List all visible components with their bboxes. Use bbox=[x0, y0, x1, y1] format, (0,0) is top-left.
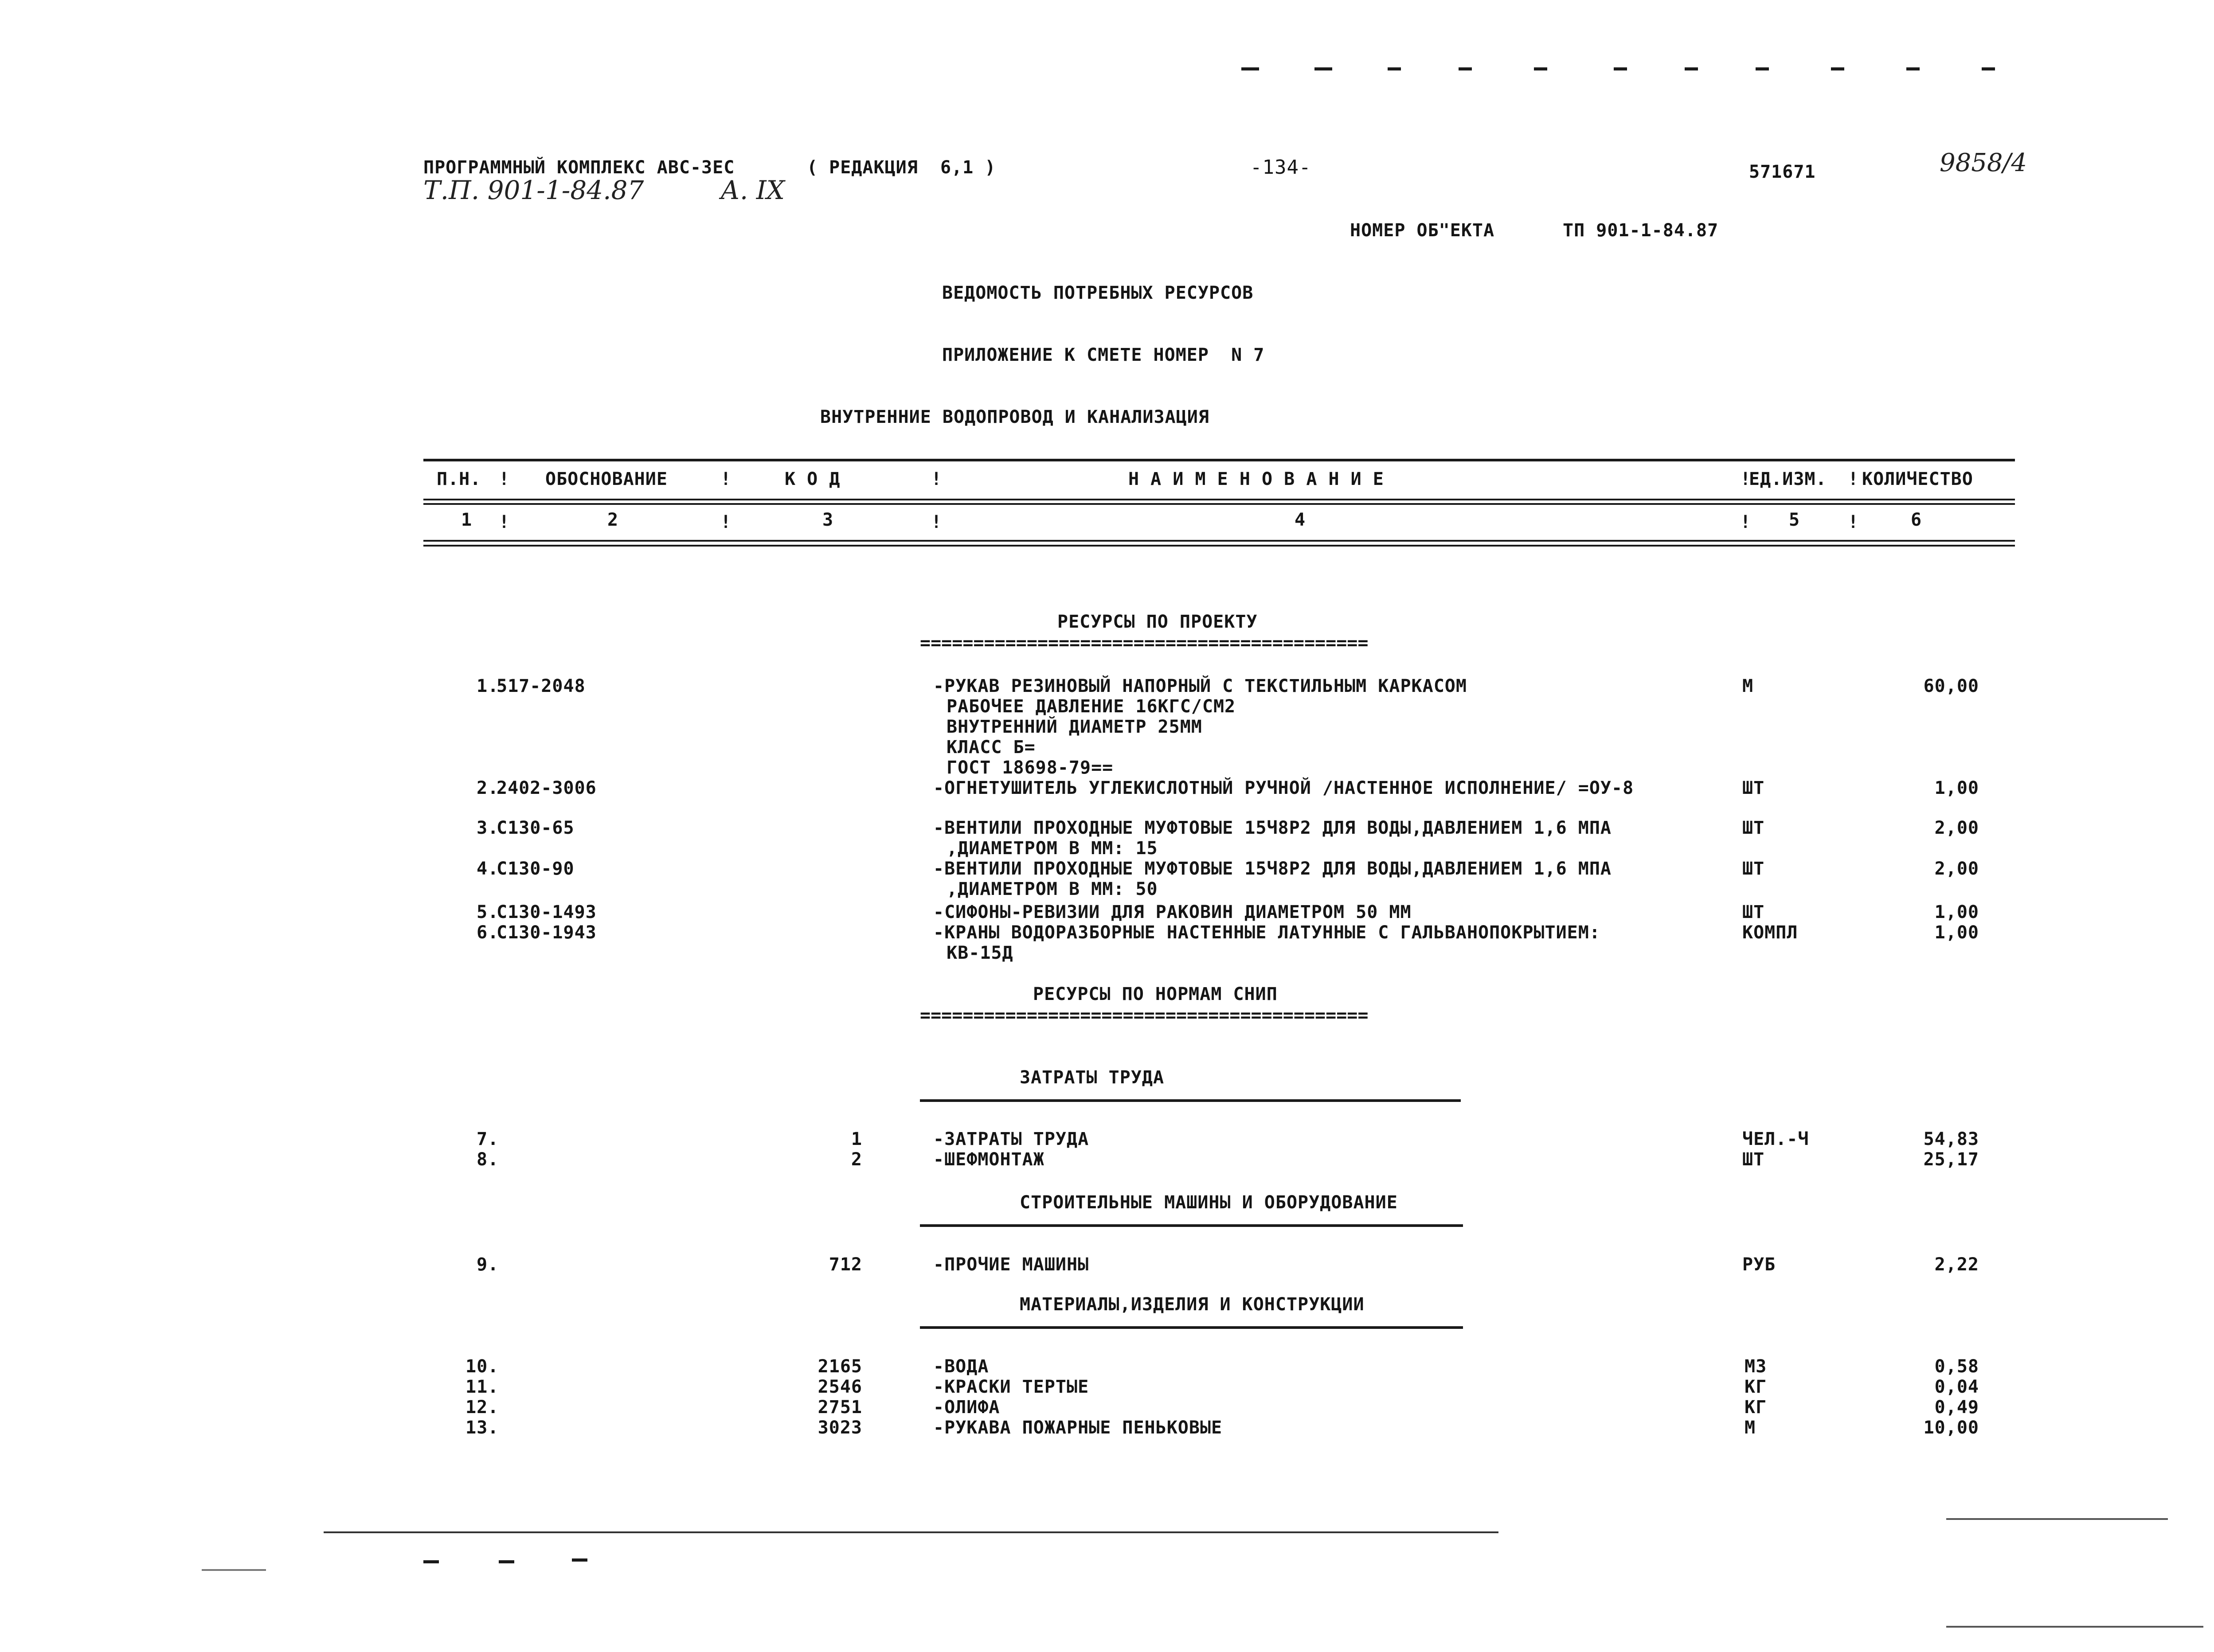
row-10-code: 2165 bbox=[818, 1356, 862, 1377]
col-header-code: К О Д bbox=[785, 469, 841, 489]
margin-dash bbox=[1756, 67, 1769, 70]
row-8-name-line: -ШЕФМОНТАЖ bbox=[933, 1149, 1044, 1170]
row-1-num: 1. bbox=[477, 676, 499, 696]
row-12-name-line: -ОЛИФА bbox=[933, 1397, 1000, 1418]
table-mid-rule bbox=[423, 499, 2015, 500]
row-5-qty: 1,00 bbox=[1934, 902, 1979, 922]
col-sep: ! bbox=[931, 469, 943, 489]
object-label: НОМЕР ОБ"ЕКТА bbox=[1350, 220, 1495, 241]
row-4-qty: 2,00 bbox=[1934, 859, 1979, 879]
col-sep: ! bbox=[1848, 469, 1859, 489]
row-12-unit: КГ bbox=[1745, 1397, 1767, 1418]
col-number-1: 1 bbox=[461, 510, 473, 530]
subject-title: ВНУТРЕННИЕ ВОДОПРОВОД И КАНАЛИЗАЦИЯ bbox=[820, 407, 1209, 427]
row-10-unit: М3 bbox=[1745, 1356, 1767, 1377]
row-8-code: 2 bbox=[851, 1149, 862, 1170]
row-13-name-line: -РУКАВА ПОЖАРНЫЕ ПЕНЬКОВЫЕ bbox=[933, 1418, 1223, 1438]
row-1-name-line: ГОСТ 18698-79== bbox=[947, 758, 1114, 778]
row-5-basis: С130-1493 bbox=[497, 902, 597, 922]
section-project-rule: ========================================== bbox=[920, 633, 1369, 653]
row-7-qty: 54,83 bbox=[1923, 1129, 1979, 1149]
margin-dash bbox=[1831, 67, 1844, 70]
row-4-basis: С130-90 bbox=[497, 859, 575, 879]
row-4-unit: ШТ bbox=[1742, 859, 1765, 879]
bottom-rule bbox=[324, 1531, 1498, 1533]
row-8-qty: 25,17 bbox=[1923, 1149, 1979, 1170]
row-13-code: 3023 bbox=[818, 1418, 862, 1438]
row-13-num: 13. bbox=[465, 1418, 499, 1438]
row-6-basis: С130-1943 bbox=[497, 922, 597, 943]
row-6-num: 6. bbox=[477, 922, 499, 943]
col-sep: ! bbox=[720, 512, 732, 532]
margin-dash bbox=[1534, 67, 1547, 70]
row-2-name-line: -ОГНЕТУШИТЕЛЬ УГЛЕКИСЛОТНЫЙ РУЧНОЙ /НАСТЕННОЕ ИСПОЛНЕНИЕ/ =ОУ-8 bbox=[933, 778, 1634, 798]
row-13-unit: М bbox=[1745, 1418, 1756, 1438]
row-4-name-line: -ВЕНТИЛИ ПРОХОДНЫЕ МУФТОВЫЕ 15Ч8Р2 ДЛЯ ВОДЫ,ДАВЛЕНИЕМ 1,6 МПА bbox=[933, 859, 1612, 879]
row-7-num: 7. bbox=[477, 1129, 499, 1149]
margin-dash bbox=[1459, 67, 1472, 70]
margin-dash bbox=[1388, 67, 1401, 70]
row-10-num: 10. bbox=[465, 1356, 499, 1377]
row-4-name-line: ,ДИАМЕТРОМ В ММ: 50 bbox=[935, 879, 1158, 899]
handwritten-album: А. IX bbox=[720, 175, 785, 205]
row-4-num: 4. bbox=[477, 859, 499, 879]
margin-dash bbox=[1685, 67, 1698, 70]
col-sep: ! bbox=[1740, 512, 1752, 532]
col-header-name: Н А И М Е Н О В А Н И Е bbox=[1128, 469, 1384, 489]
row-8-unit: ШТ bbox=[1742, 1149, 1765, 1170]
row-9-qty: 2,22 bbox=[1934, 1254, 1979, 1275]
page-number: -134- bbox=[1250, 156, 1311, 179]
margin-dash bbox=[499, 1560, 514, 1563]
margin-dash bbox=[1241, 67, 1259, 70]
margin-dash bbox=[423, 1560, 439, 1563]
row-3-name-line: ,ДИАМЕТРОМ В ММ: 15 bbox=[935, 838, 1158, 859]
row-3-basis: С130-65 bbox=[497, 818, 575, 838]
col-header-unit: ЕД.ИЗМ. bbox=[1749, 469, 1827, 489]
row-7-code: 1 bbox=[851, 1129, 862, 1149]
col-sep: ! bbox=[1848, 512, 1859, 532]
row-11-name-line: -КРАСКИ ТЕРТЫЕ bbox=[933, 1377, 1089, 1397]
table-top-rule bbox=[423, 459, 2015, 461]
row-1-qty: 60,00 bbox=[1923, 676, 1979, 696]
row-8-num: 8. bbox=[477, 1149, 499, 1170]
row-9-name-line: -ПРОЧИЕ МАШИНЫ bbox=[933, 1254, 1089, 1275]
margin-dash bbox=[1314, 67, 1332, 70]
margin-dash bbox=[1982, 67, 1995, 70]
handwritten-tp: Т.П. 901-1-84.87 bbox=[423, 175, 644, 205]
row-7-unit: ЧЕЛ.-Ч bbox=[1742, 1129, 1809, 1149]
row-6-qty: 1,00 bbox=[1934, 922, 1979, 943]
table-header-bottom-rule bbox=[423, 545, 2015, 547]
col-sep: ! bbox=[499, 512, 510, 532]
section-labor-title: ЗАТРАТЫ ТРУДА bbox=[1020, 1067, 1165, 1088]
object-number: ТП 901-1-84.87 bbox=[1563, 220, 1719, 241]
col-sep: ! bbox=[931, 512, 943, 532]
col-sep: ! bbox=[499, 469, 510, 489]
row-12-num: 12. bbox=[465, 1397, 499, 1418]
bottom-rule-left bbox=[202, 1569, 266, 1571]
row-3-unit: ШТ bbox=[1742, 818, 1765, 838]
bottom-rule-right bbox=[1946, 1518, 2168, 1520]
row-2-basis: 2402-3006 bbox=[497, 778, 597, 798]
appendix-title: ПРИЛОЖЕНИЕ К СМЕТЕ НОМЕР N 7 bbox=[942, 345, 1265, 365]
row-12-code: 2751 bbox=[818, 1397, 862, 1418]
row-10-name-line: -ВОДА bbox=[933, 1356, 989, 1377]
row-1-unit: М bbox=[1742, 676, 1754, 696]
row-5-num: 5. bbox=[477, 902, 499, 922]
document-code: 571671 bbox=[1749, 162, 1816, 182]
row-9-unit: РУБ bbox=[1742, 1254, 1776, 1275]
col-number-3: 3 bbox=[822, 510, 834, 530]
row-12-qty: 0,49 bbox=[1934, 1397, 1979, 1418]
margin-dash bbox=[1906, 67, 1920, 70]
row-1-name-line: КЛАСС Б= bbox=[947, 737, 1036, 758]
section-machines-rule bbox=[920, 1224, 1463, 1227]
row-1-name-line: ВНУТРЕННИЙ ДИАМЕТР 25ММ bbox=[947, 717, 1202, 737]
col-number-5: 5 bbox=[1789, 510, 1800, 530]
row-5-unit: ШТ bbox=[1742, 902, 1765, 922]
row-3-num: 3. bbox=[477, 818, 499, 838]
document-title: ВЕДОМОСТЬ ПОТРЕБНЫХ РЕСУРСОВ bbox=[942, 283, 1254, 303]
section-materials-rule bbox=[920, 1326, 1463, 1329]
row-9-code: 712 bbox=[829, 1254, 862, 1275]
row-9-num: 9. bbox=[477, 1254, 499, 1275]
margin-dash bbox=[572, 1558, 587, 1562]
row-2-unit: ШТ bbox=[1742, 778, 1765, 798]
row-5-name-line: -СИФОНЫ-РЕВИЗИИ ДЛЯ РАКОВИН ДИАМЕТРОМ 50 ММ bbox=[933, 902, 1412, 922]
row-11-unit: КГ bbox=[1745, 1377, 1767, 1397]
row-1-name-line: -РУКАВ РЕЗИНОВЫЙ НАПОРНЫЙ С ТЕКСТИЛЬНЫМ КАРКАСОМ bbox=[933, 676, 1467, 696]
row-7-name-line: -ЗАТРАТЫ ТРУДА bbox=[933, 1129, 1089, 1149]
section-machines-title: СТРОИТЕЛЬНЫЕ МАШИНЫ И ОБОРУДОВАНИЕ bbox=[1020, 1192, 1398, 1213]
sheet-note: 9858/4 bbox=[1940, 148, 2027, 177]
col-sep: ! bbox=[1740, 469, 1752, 489]
section-materials-title: МАТЕРИАЛЫ,ИЗДЕЛИЯ И КОНСТРУКЦИИ bbox=[1020, 1294, 1365, 1315]
col-header-num: П.Н. bbox=[437, 469, 481, 489]
row-6-name-line: -КРАНЫ ВОДОРАЗБОРНЫЕ НАСТЕННЫЕ ЛАТУННЫЕ С ГАЛЬВАНОПОКРЫТИЕМ: bbox=[933, 922, 1600, 943]
section-norms-rule: ========================================== bbox=[920, 1005, 1369, 1026]
margin-dash bbox=[1614, 67, 1627, 70]
row-1-basis: 517-2048 bbox=[497, 676, 586, 696]
row-6-name-line: КВ-15Д bbox=[935, 943, 1013, 963]
edition: ( РЕДАКЦИЯ 6,1 ) bbox=[807, 157, 996, 178]
col-number-4: 4 bbox=[1295, 510, 1306, 530]
section-project-title: РЕСУРСЫ ПО ПРОЕКТУ bbox=[1057, 612, 1258, 632]
table-header-bottom-rule bbox=[423, 540, 2015, 542]
program-name: ПРОГРАММНЫЙ КОМПЛЕКС АВС-3ЕС bbox=[423, 157, 735, 178]
row-11-qty: 0,04 bbox=[1934, 1377, 1979, 1397]
row-2-num: 2. bbox=[477, 778, 499, 798]
bottom-rule-right bbox=[1946, 1626, 2203, 1628]
col-number-6: 6 bbox=[1911, 510, 1922, 530]
row-1-name-line: РАБОЧЕЕ ДАВЛЕНИЕ 16КГС/СМ2 bbox=[947, 696, 1236, 717]
col-header-qty: КОЛИЧЕСТВО bbox=[1862, 469, 1973, 489]
row-10-qty: 0,58 bbox=[1934, 1356, 1979, 1377]
table-mid-rule bbox=[423, 503, 2015, 505]
row-3-qty: 2,00 bbox=[1934, 818, 1979, 838]
section-labor-rule bbox=[920, 1099, 1461, 1102]
row-11-code: 2546 bbox=[818, 1377, 862, 1397]
col-sep: ! bbox=[720, 469, 732, 489]
row-13-qty: 10,00 bbox=[1923, 1418, 1979, 1438]
col-number-2: 2 bbox=[607, 510, 619, 530]
row-2-qty: 1,00 bbox=[1934, 778, 1979, 798]
row-3-name-line: -ВЕНТИЛИ ПРОХОДНЫЕ МУФТОВЫЕ 15Ч8Р2 ДЛЯ ВОДЫ,ДАВЛЕНИЕМ 1,6 МПА bbox=[933, 818, 1612, 838]
row-11-num: 11. bbox=[465, 1377, 499, 1397]
section-norms-title: РЕСУРСЫ ПО НОРМАМ СНИП bbox=[1033, 984, 1278, 1004]
col-header-basis: ОБОСНОВАНИЕ bbox=[545, 469, 668, 489]
row-6-unit: КОМПЛ bbox=[1742, 922, 1798, 943]
